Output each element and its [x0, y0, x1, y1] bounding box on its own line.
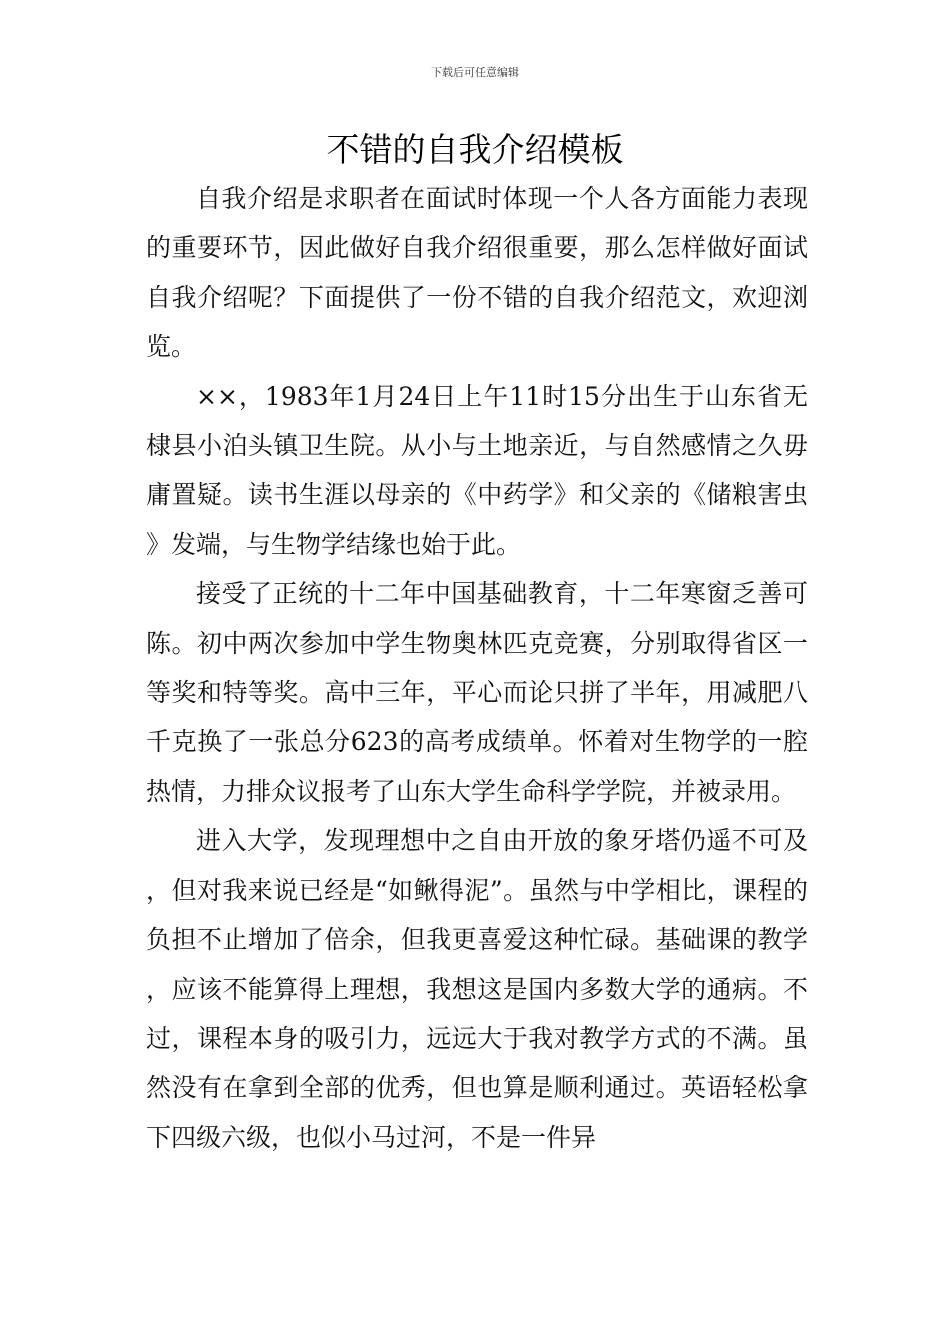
document-body	[146, 174, 808, 1162]
document-title: 不错的自我介绍模板	[326, 130, 624, 169]
paragraph-intro: 自我介绍是求职者在面试时体现一个人各方面能力表现的重要环节，因此做好自我介绍很重要，那么怎样做好面试自我介绍呢？下面提供了一份不错的自我介绍范文，欢迎浏览。	[146, 184, 808, 362]
header-note: 下载后可任意编辑	[431, 66, 519, 79]
paragraph-education: 接受了正统的十二年中国基础教育，十二年寒窗乏善可陈。初中两次参加中学生物奥林匹克竞赛，分别取得省区一等奖和特等奖。高中三年，平心而论只拼了半年，用减肥八千克换了一张总分623的高考成绩单。怀着对生物学的一腔热情，力排众议报考了山东大学生命科学学院，并被录用。	[146, 579, 808, 806]
paragraph-birth: ××，1983年1月24日上午11时15分出生于山东省无棣县小泊头镇卫生院。从小与土地亲近，与自然感情之久毋庸置疑。读书生涯以母亲的《中药学》和父亲的《储粮害虫》发端，与生物学结缘也始于此。	[146, 381, 808, 559]
paragraph-university: 进入大学，发现理想中之自由开放的象牙塔仍遥不可及，但对我来说已经是“如鳅得泥”。虽然与中学相比，课程的负担不止增加了倍余，但我更喜爱这种忙碌。基础课的教学，应该不能算得上理想，我想这是国内多数大学的通病。不过，课程本身的吸引力，远远大于我对教学方式的不满。虽然没有在拿到全部的优秀，但也算是顺利通过。英语轻松拿下四级六级，也似小马过河，不是一件异	[146, 826, 808, 1152]
